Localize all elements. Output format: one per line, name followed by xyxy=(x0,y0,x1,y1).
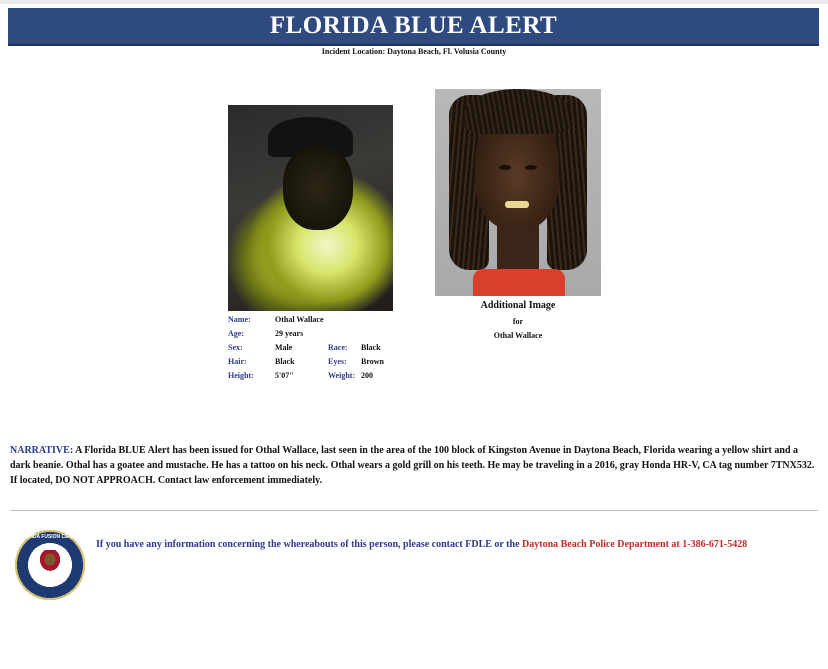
divider xyxy=(10,510,818,511)
additional-image-name: Othal Wallace xyxy=(493,331,543,340)
contact-line xyxy=(96,539,747,550)
sex-value: Male xyxy=(275,343,293,352)
height-value: 5'07" xyxy=(275,371,294,380)
face-shape xyxy=(283,145,353,230)
eyes-value: Brown xyxy=(361,357,384,366)
hair-value: Black xyxy=(275,357,295,366)
additional-image-for: for xyxy=(512,317,524,326)
height-label: Height: xyxy=(228,371,254,380)
eagle-icon xyxy=(37,550,63,574)
fusion-center-seal-icon xyxy=(15,530,85,600)
eye-right-shape xyxy=(525,165,537,170)
race-value: Black xyxy=(361,343,381,352)
weight-value: 200 xyxy=(361,371,373,380)
narrative-label: NARRATIVE: xyxy=(10,445,74,456)
name-value: Othal Wallace xyxy=(275,315,324,324)
gold-grill-shape xyxy=(505,201,529,208)
additional-image-title: Additional Image xyxy=(480,300,556,311)
eye-left-shape xyxy=(499,165,511,170)
incident-location: Incident Location: Daytona Beach, Fl. Volusia County xyxy=(321,47,507,56)
additional-photo xyxy=(435,89,601,296)
sex-label: Sex: xyxy=(228,343,243,352)
contact-text: If you have any information concerning the whereabouts of this person, please contact FDLE or the xyxy=(96,539,523,550)
red-shirt-shape xyxy=(473,269,565,296)
age-label: Age: xyxy=(228,329,244,338)
seal-text: FLORIDA FUSION CENTER xyxy=(17,534,83,540)
subject-photo xyxy=(228,105,393,311)
eyes-label: Eyes: xyxy=(328,357,347,366)
alert-title: FLORIDA BLUE ALERT xyxy=(269,12,558,39)
police-contact: Daytona Beach Police Department at 1-386-671-5428 xyxy=(522,539,748,550)
narrative xyxy=(10,443,818,488)
race-label: Race: xyxy=(328,343,348,352)
alert-banner xyxy=(8,8,819,46)
hair-top-shape xyxy=(465,89,571,134)
narrative-text: A Florida BLUE Alert has been issued for Othal Wallace, last seen in the area of the 100 block of Kingston Avenue in Daytona Beach, Florida wearing a yellow shirt and a dark beanie. Othal has a goatee and mustache. He has a tattoo on his neck. Othal wears a gold grill on his teeth. He may be traveling in a 2016, gray Honda HR-V, CA tag number 7TNX532. If located, DO NOT APPROACH. Contact law enforcement immediately. xyxy=(10,445,815,486)
top-frame xyxy=(0,0,828,4)
weight-label: Weight: xyxy=(328,371,356,380)
age-value: 29 years xyxy=(275,329,304,338)
hair-label: Hair: xyxy=(228,357,247,366)
name-label: Name: xyxy=(228,315,251,324)
